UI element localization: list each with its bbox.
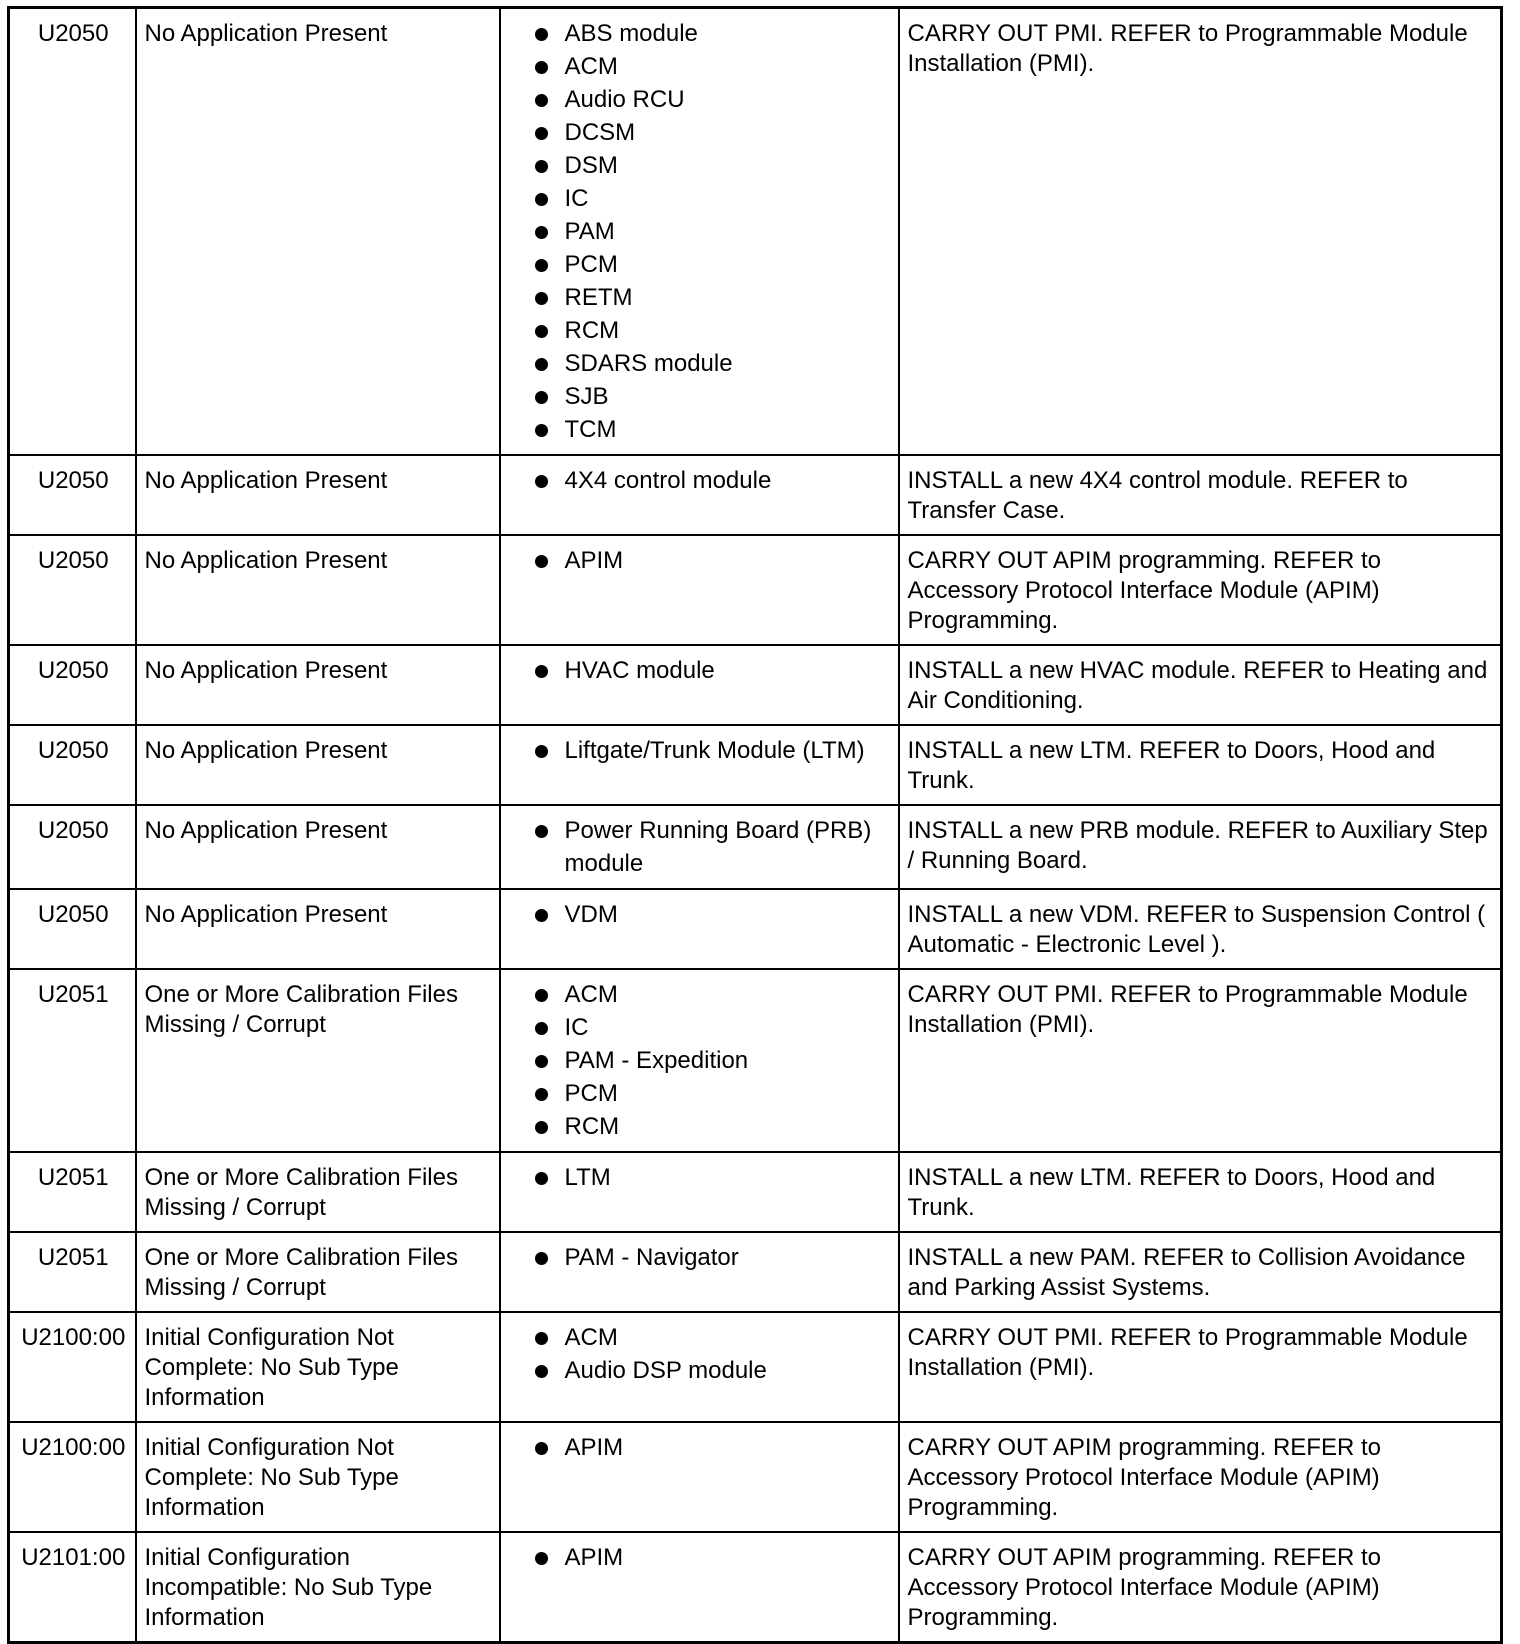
list-item [529,1241,892,1274]
dtc-table [7,6,1503,1644]
table-row [9,969,1502,1152]
module-name: PAM [564,218,615,245]
module-name: ACM [564,1324,618,1351]
list-item [529,116,892,149]
module-name: DCSM [564,119,636,146]
bullet-icon [535,475,548,488]
list-item [529,182,892,215]
list-item [529,248,892,281]
list-item [529,83,892,116]
bullet-icon [535,909,548,922]
dtc-description-cell: Initial Configuration Not Complete: No Sub Type Information [136,1422,500,1532]
action-cell: CARRY OUT PMI. REFER to Programmable Module Installation (PMI). [899,1312,1502,1422]
dtc-description-cell: No Application Present [136,535,500,645]
dtc-description-cell: Initial Configuration Not Complete: No Sub Type Information [136,1312,500,1422]
module-list [509,464,892,497]
list-item [529,314,892,347]
bullet-icon [535,292,548,305]
bullet-icon [535,1121,548,1134]
action-cell: INSTALL a new LTM. REFER to Doors, Hood and Trunk. [899,1152,1502,1232]
bullet-icon [535,1365,548,1378]
bullet-icon [535,127,548,140]
module-list-cell [500,645,899,725]
list-item [529,17,892,50]
list-item [529,654,892,687]
action-cell: INSTALL a new PAM. REFER to Collision Avoidance and Parking Assist Systems. [899,1232,1502,1312]
dtc-code-cell: U2051 [9,1232,136,1312]
module-list-cell [500,455,899,535]
module-list-cell [500,1232,899,1312]
bullet-icon [535,1552,548,1565]
module-name: ABS module [564,20,698,47]
list-item [529,734,892,767]
module-list [509,1541,892,1574]
module-name: Audio DSP module [564,1357,767,1384]
list-item [529,1044,892,1077]
module-name: LTM [564,1164,611,1191]
module-name: RETM [564,284,633,311]
table-row [9,889,1502,969]
bullet-icon [535,226,548,239]
module-name: APIM [564,547,624,574]
dtc-description-cell: No Application Present [136,8,500,456]
dtc-description-cell: No Application Present [136,645,500,725]
module-list-cell [500,535,899,645]
list-item [529,215,892,248]
action-cell: INSTALL a new VDM. REFER to Suspension Control ( Automatic - Electronic Level ). [899,889,1502,969]
action-cell: INSTALL a new LTM. REFER to Doors, Hood and Trunk. [899,725,1502,805]
module-list-cell [500,805,899,889]
module-name: APIM [564,1544,624,1571]
module-list [509,734,892,767]
table-row [9,645,1502,725]
action-cell: CARRY OUT PMI. REFER to Programmable Module Installation (PMI). [899,969,1502,1152]
module-name: VDM [564,901,618,928]
module-name: DSM [564,152,618,179]
action-cell: CARRY OUT PMI. REFER to Programmable Module Installation (PMI). [899,8,1502,456]
module-name: APIM [564,1434,624,1461]
module-list-cell [500,1532,899,1643]
list-item [529,1321,892,1354]
module-name: IC [564,1014,589,1041]
list-item [529,50,892,83]
list-item [529,1011,892,1044]
module-name: SDARS module [564,350,733,377]
list-item [529,1541,892,1574]
list-item [529,1431,892,1464]
module-name: PCM [564,1080,618,1107]
list-item [529,347,892,380]
dtc-description-cell: One or More Calibration Files Missing / Corrupt [136,969,500,1152]
list-item [529,1110,892,1143]
dtc-description-cell: One or More Calibration Files Missing / Corrupt [136,1152,500,1232]
bullet-icon [535,555,548,568]
module-list [509,898,892,931]
module-name: RCM [564,317,620,344]
module-list [509,1431,892,1464]
module-list [509,654,892,687]
dtc-code-cell: U2100:00 [9,1422,136,1532]
module-name: HVAC module [564,657,715,684]
module-name: RCM [564,1113,620,1140]
bullet-icon [535,1055,548,1068]
action-cell: INSTALL a new HVAC module. REFER to Heating and Air Conditioning. [899,645,1502,725]
module-name: PAM - Expedition [564,1047,749,1074]
module-list-cell [500,1152,899,1232]
module-name: SJB [564,383,609,410]
bullet-icon [535,28,548,41]
bullet-icon [535,160,548,173]
bullet-icon [535,1252,548,1265]
list-item [529,281,892,314]
dtc-table-body [9,8,1502,1643]
action-cell: CARRY OUT APIM programming. REFER to Accessory Protocol Interface Module (APIM) Programming. [899,1422,1502,1532]
bullet-icon [535,989,548,1002]
list-item [529,464,892,497]
action-cell: INSTALL a new 4X4 control module. REFER to Transfer Case. [899,455,1502,535]
table-row [9,455,1502,535]
bullet-icon [535,259,548,272]
table-row [9,805,1502,889]
bullet-icon [535,424,548,437]
module-list [509,544,892,577]
module-name: PCM [564,251,618,278]
dtc-code-cell: U2050 [9,8,136,456]
dtc-code-cell: U2050 [9,889,136,969]
bullet-icon [535,1022,548,1035]
module-list-cell [500,889,899,969]
module-list-cell [500,1422,899,1532]
dtc-description-cell: No Application Present [136,889,500,969]
dtc-code-cell: U2051 [9,1152,136,1232]
bullet-icon [535,1332,548,1345]
module-name: Audio RCU [564,86,685,113]
action-cell: INSTALL a new PRB module. REFER to Auxiliary Step / Running Board. [899,805,1502,889]
module-name: Liftgate/Trunk Module (LTM) [564,737,865,764]
dtc-description-cell: No Application Present [136,725,500,805]
list-item [529,1354,892,1387]
module-list [509,978,892,1143]
table-row [9,1232,1502,1312]
module-list [509,1321,892,1387]
table-row [9,1152,1502,1232]
bullet-icon [535,665,548,678]
dtc-description-cell: No Application Present [136,805,500,889]
table-row [9,1312,1502,1422]
dtc-description-cell: Initial Configuration Incompatible: No Sub Type Information [136,1532,500,1643]
table-row [9,1422,1502,1532]
module-list [509,814,892,880]
dtc-code-cell: U2050 [9,535,136,645]
list-item [529,413,892,446]
list-item [529,1161,892,1194]
bullet-icon [535,825,548,838]
action-cell: CARRY OUT APIM programming. REFER to Accessory Protocol Interface Module (APIM) Programming. [899,1532,1502,1643]
module-name: ACM [564,53,618,80]
list-item [529,380,892,413]
bullet-icon [535,193,548,206]
module-name: ACM [564,981,618,1008]
list-item [529,898,892,931]
module-list [509,1241,892,1274]
module-list-cell [500,969,899,1152]
bullet-icon [535,391,548,404]
action-cell: CARRY OUT APIM programming. REFER to Accessory Protocol Interface Module (APIM) Programming. [899,535,1502,645]
module-list [509,17,892,446]
module-list-cell [500,725,899,805]
list-item [529,978,892,1011]
table-row [9,1532,1502,1643]
dtc-description-cell: One or More Calibration Files Missing / Corrupt [136,1232,500,1312]
module-name: TCM [564,416,617,443]
table-row [9,8,1502,456]
module-name: 4X4 control module [564,467,772,494]
list-item [529,814,892,880]
bullet-icon [535,61,548,74]
module-name: PAM - Navigator [564,1244,739,1271]
table-row [9,725,1502,805]
list-item [529,149,892,182]
bullet-icon [535,1442,548,1455]
list-item [529,1077,892,1110]
module-list [509,1161,892,1194]
module-list-cell [500,1312,899,1422]
dtc-code-cell: U2100:00 [9,1312,136,1422]
bullet-icon [535,1172,548,1185]
dtc-code-cell: U2050 [9,645,136,725]
bullet-icon [535,358,548,371]
dtc-code-cell: U2051 [9,969,136,1152]
bullet-icon [535,745,548,758]
module-name: IC [564,185,589,212]
module-list-cell [500,8,899,456]
list-item [529,544,892,577]
dtc-code-cell: U2050 [9,805,136,889]
dtc-code-cell: U2050 [9,725,136,805]
bullet-icon [535,1088,548,1101]
bullet-icon [535,325,548,338]
table-row [9,535,1502,645]
module-name: Power Running Board (PRB) module [564,817,872,877]
dtc-description-cell: No Application Present [136,455,500,535]
dtc-code-cell: U2050 [9,455,136,535]
bullet-icon [535,94,548,107]
dtc-code-cell: U2101:00 [9,1532,136,1643]
